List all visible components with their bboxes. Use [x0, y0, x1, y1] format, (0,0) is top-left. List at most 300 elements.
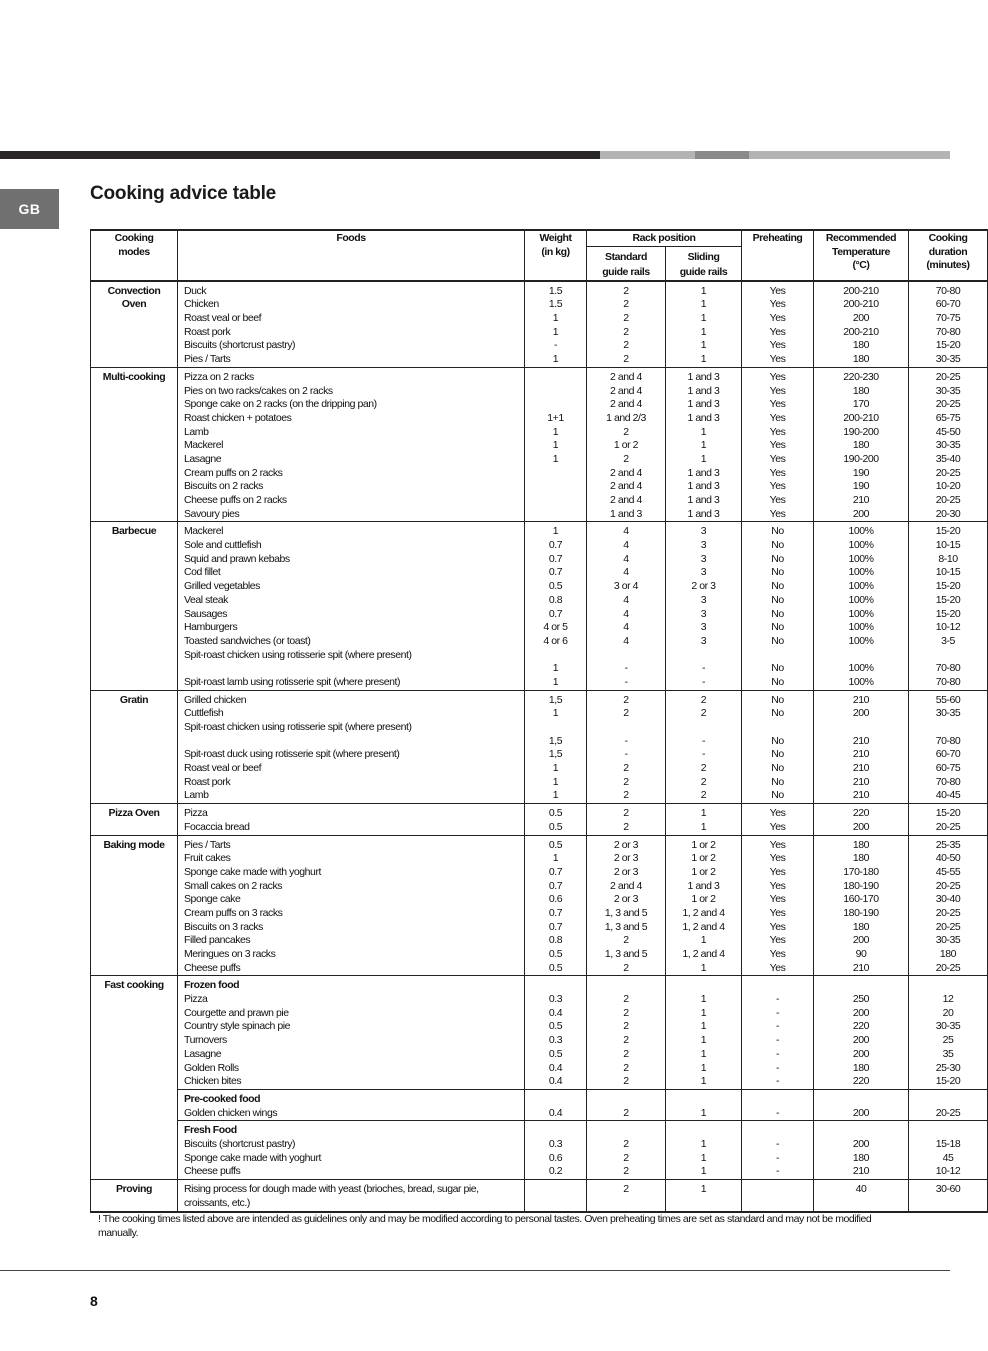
cell-line: 200 [852, 1106, 870, 1119]
cell-line: 30-35 [935, 707, 961, 720]
cell-line: No [771, 634, 784, 647]
cell-line: 1 and 3 [687, 507, 720, 520]
cell-line: - [775, 1061, 780, 1074]
cell-line: 1 [700, 425, 707, 438]
col-sliding-rail [666, 1121, 742, 1180]
mode-label: Gratin [119, 693, 149, 706]
table-row [91, 835, 988, 976]
cell-line: 100% [848, 580, 874, 593]
col-duration [909, 804, 988, 835]
cell-line: Yes [769, 466, 786, 479]
col-weight [525, 281, 587, 368]
cell-line: 180 [852, 353, 870, 366]
cell-line: 200 [852, 1137, 870, 1150]
col-duration [909, 1180, 988, 1213]
section-title: Fresh Food [184, 1124, 237, 1137]
cell-line: 100% [848, 552, 874, 565]
col-food [178, 835, 525, 976]
cell-line: 1, 2 and 4 [682, 920, 725, 933]
cell-line: Yes [769, 339, 786, 352]
cell-line: 0.3 [548, 1137, 563, 1150]
cell-line: 2 or 3 [613, 893, 639, 906]
cell-line: Roast pork [184, 325, 231, 338]
header-weight: Weight (in kg) [525, 230, 587, 281]
cell-line: Grilled vegetables [184, 580, 260, 593]
spacer [525, 649, 586, 663]
cell-line: 1 [552, 852, 559, 865]
cell-line: 180-190 [843, 879, 879, 892]
page-title: Cooking advice table [90, 183, 277, 204]
cell-line: Lasagne [184, 1047, 222, 1060]
cell-line: 2 and 4 [610, 879, 642, 892]
cell-line: 220 [852, 1020, 870, 1033]
cell-line: 20-25 [935, 1106, 961, 1119]
cell-line: No [771, 675, 784, 688]
cell-line: 1,5 [548, 734, 563, 747]
cell-line: No [771, 580, 784, 593]
cell-line: 15-20 [935, 580, 961, 593]
cell-line: Pies / Tarts [184, 838, 231, 851]
cell-line: 1 or 2 [691, 893, 716, 906]
cell-line: Biscuits (shortcrust pastry) [184, 339, 296, 352]
col-sliding-rail [666, 367, 742, 522]
cell-line: 12 [942, 993, 954, 1006]
cell-line: 100% [848, 634, 874, 647]
mode-label: Fast cooking [104, 979, 164, 992]
col-weight [525, 1089, 587, 1120]
cell-line: 1 [552, 439, 559, 452]
cell-line: 3 [700, 566, 707, 579]
cell-line: 1 and 3 [687, 411, 720, 424]
cell-line: No [771, 789, 784, 802]
cell-line: 0.4 [548, 1061, 563, 1074]
cell-line: 15-20 [935, 525, 961, 538]
cell-line: - [775, 1165, 780, 1178]
cell-line: 0.5 [548, 948, 563, 961]
cell-line: 2 [623, 452, 629, 465]
cell-line: Roast pork [184, 775, 231, 788]
cell-line: 170-180 [843, 865, 879, 878]
spacer [587, 979, 665, 993]
cell-line: 100% [848, 566, 874, 579]
cell-line: 20-25 [935, 961, 961, 974]
cell-line: Yes [769, 312, 786, 325]
cell-line [525, 371, 586, 385]
cell-line: 100% [848, 675, 874, 688]
cell-line: Sole and cuttlefish [184, 539, 262, 552]
cell-line: 210 [852, 1165, 870, 1178]
cell-line: No [771, 566, 784, 579]
cell-line: 0.5 [548, 807, 563, 820]
col-temperature [814, 1180, 909, 1213]
cell-line: - [775, 993, 780, 1006]
col-temperature [814, 1089, 909, 1120]
header-bar-light-segment [600, 151, 695, 159]
cell-line: 0.3 [548, 993, 563, 1006]
cell-line: 210 [852, 762, 870, 775]
cell-line: 1 and 3 [687, 480, 720, 493]
cell-line: 1, 2 and 4 [682, 906, 725, 919]
cell-line: 0.7 [548, 566, 563, 579]
spacer [742, 1124, 813, 1138]
cell-line: Biscuits on 3 racks [184, 920, 263, 933]
cell-line: - [624, 748, 628, 761]
cell-line: 1 [700, 312, 707, 325]
cell-line: Yes [769, 494, 786, 506]
cell-line: 2 and 4 [610, 466, 642, 479]
spacer [814, 979, 908, 993]
cell-line: 2 [623, 339, 629, 352]
cell-line: 1, 3 and 5 [604, 948, 648, 961]
cell-line: No [771, 607, 784, 620]
mode-group [91, 804, 988, 835]
cell-line: 15-20 [935, 593, 961, 606]
cell-line: 2 [623, 693, 629, 706]
cell-line: - [624, 675, 628, 688]
cell-line: 2 [623, 961, 629, 974]
col-preheating [742, 835, 814, 976]
cell-line: - [701, 675, 706, 688]
cell-line: 25-35 [935, 838, 961, 851]
table-row [91, 1180, 988, 1213]
cell-line: 60-70 [935, 748, 961, 761]
cell-line: Savoury pies [184, 507, 240, 520]
col-sliding-rail [666, 1089, 742, 1120]
cell-line: 70-75 [935, 312, 961, 325]
cell-line: 2 or 3 [613, 865, 639, 878]
cell-line: Cream puffs on 2 racks [184, 466, 283, 479]
header-bar-dark-segment [0, 151, 600, 159]
col-standard-rail [587, 522, 666, 690]
table-header [91, 230, 988, 281]
cell-line: 210 [852, 693, 870, 706]
cell-line: 1.5 [548, 298, 563, 311]
cell-line: 1 [552, 325, 559, 338]
spacer [814, 1093, 908, 1107]
cell-line: Biscuits (shortcrust pastry) [184, 1137, 296, 1150]
cell-line: 1 [700, 1151, 707, 1164]
cell-line: 70-80 [935, 775, 961, 788]
cell-line: Yes [769, 370, 786, 383]
cell-line: 70-80 [935, 675, 961, 688]
cell-line: 20-25 [935, 920, 961, 933]
header-color-bar [0, 151, 954, 159]
cooking-mode-cell [91, 835, 178, 976]
cell-line: 1.5 [548, 284, 563, 297]
cell-line: 15-20 [935, 1075, 961, 1088]
cell-line: 0.7 [548, 607, 563, 620]
spacer [814, 1124, 908, 1138]
cell-line: 100% [848, 593, 874, 606]
cell-line: - [775, 1020, 780, 1033]
cell-line: Yes [769, 934, 786, 947]
cell-line: 2 [700, 775, 707, 788]
cell-line: 10-12 [935, 621, 961, 634]
cell-line: 250 [852, 993, 870, 1006]
table-row [91, 522, 988, 690]
cell-line: Lasagne [184, 452, 222, 465]
spacer [587, 721, 665, 735]
cell-line: 10-15 [935, 566, 961, 579]
cell-line: 1 [700, 993, 707, 1006]
spacer [587, 1124, 665, 1138]
cell-line: Meringues on 3 racks [184, 948, 276, 961]
cell-line: 2 [623, 1034, 629, 1047]
col-duration [909, 835, 988, 976]
cell-line: 1 [700, 1137, 707, 1150]
cell-line: Golden Rolls [184, 1061, 239, 1074]
cell-line: 1 [552, 425, 559, 438]
cell-line: 0.7 [548, 906, 563, 919]
cell-line: 2 [700, 693, 707, 706]
cell-line: 1 [700, 961, 707, 974]
cell-line: - [775, 1034, 780, 1047]
cell-line: 8-10 [938, 552, 958, 565]
cell-line: 30-35 [935, 934, 961, 947]
cell-line: 0.5 [548, 1047, 563, 1060]
cell-line: 0.8 [548, 934, 563, 947]
cell-line: 4 [623, 607, 629, 620]
cell-line: 210 [852, 748, 870, 761]
col-temperature [814, 281, 909, 368]
cell-line: 200 [852, 1047, 870, 1060]
cell-line: 1 [700, 339, 707, 352]
cell-line: Yes [769, 425, 786, 438]
col-food [178, 690, 525, 804]
cell-line: 25-30 [935, 1061, 961, 1074]
cell-line: Pies / Tarts [184, 353, 231, 366]
cell-line: - [624, 734, 628, 747]
cell-line: 200-210 [843, 325, 879, 338]
cell-line: 200 [852, 707, 870, 720]
cell-line: 180 [852, 852, 870, 865]
col-food [178, 522, 525, 690]
col-food [178, 367, 525, 522]
cell-line: 2 [623, 1106, 629, 1119]
spacer [742, 1093, 813, 1107]
cell-line: 4 [623, 539, 629, 552]
table-row [91, 690, 988, 804]
col-sliding-rail [666, 690, 742, 804]
cell-line: 45-55 [935, 865, 961, 878]
cell-line: 90 [855, 948, 867, 961]
col-sliding-rail [666, 1180, 742, 1213]
cell-line: 0.3 [548, 1034, 563, 1047]
cell-line: 3-5 [941, 634, 955, 647]
cell-line: 100% [848, 662, 874, 675]
cell-line: 3 [700, 593, 707, 606]
cell-line: 10-12 [935, 1165, 961, 1178]
spacer [666, 649, 741, 663]
cell-line: 1, 3 and 5 [604, 906, 648, 919]
cell-line: 1 [552, 312, 559, 325]
col-standard-rail [587, 1121, 666, 1180]
cell-line: 4 [623, 634, 629, 647]
cell-line: 180 [852, 838, 870, 851]
cell-line: 2 [700, 707, 707, 720]
cell-line: 30-35 [935, 353, 961, 366]
cell-line: Yes [769, 384, 786, 397]
cell-line: Spit-roast chicken using rotisserie spit (where present) [184, 648, 412, 661]
cell-line [742, 1183, 813, 1197]
cell-line: 2 [623, 775, 629, 788]
cell-line: 0.4 [548, 1106, 563, 1119]
cell-line: Pizza [184, 807, 208, 820]
mode-group [91, 281, 988, 368]
col-preheating [742, 690, 814, 804]
mode-label: Convection [107, 284, 161, 297]
cell-line: Yes [769, 411, 786, 424]
cell-line: 1 [700, 1047, 707, 1060]
table-row [91, 804, 988, 835]
cell-line: Golden chicken wings [184, 1106, 278, 1119]
col-food [178, 281, 525, 368]
cell-line: No [771, 662, 784, 675]
cell-line: 200 [852, 1034, 870, 1047]
cell-line: Filled pancakes [184, 934, 251, 947]
cell-line: - [775, 1047, 780, 1060]
col-preheating [742, 1180, 814, 1213]
cell-line: 2 [623, 298, 629, 311]
cell-line: 180 [852, 1151, 870, 1164]
cell-line: 45-50 [935, 425, 961, 438]
cell-line: 40-45 [935, 789, 961, 802]
cell-line: 180 [852, 384, 870, 397]
cell-line: 3 [700, 539, 707, 552]
col-sliding-rail [666, 522, 742, 690]
header-preheating: Preheating [742, 230, 814, 281]
cell-line: 1 and 3 [687, 494, 720, 506]
cell-line: 3 or 4 [613, 580, 639, 593]
header-cooking-modes: Cooking modes [91, 230, 178, 281]
spacer [909, 1124, 987, 1138]
cell-line: 1 [552, 675, 559, 688]
cell-line: 1 and 2/3 [606, 411, 646, 424]
cell-line: 2 [623, 789, 629, 802]
cell-line: Yes [769, 820, 786, 833]
cell-line: 210 [852, 775, 870, 788]
cell-line: 100% [848, 539, 874, 552]
cell-line: 2 and 4 [610, 480, 642, 493]
cell-line: 1 [552, 762, 559, 775]
cell-line: 20-25 [935, 370, 961, 383]
cell-line: 2 [623, 762, 629, 775]
col-duration [909, 976, 988, 1090]
cell-line: 1 [700, 1106, 707, 1119]
page-number: 8 [90, 1293, 98, 1309]
cell-line: 180 [852, 339, 870, 352]
cell-line: 0.5 [548, 1020, 563, 1033]
cell-line: 200 [852, 312, 870, 325]
cell-line: Yes [769, 353, 786, 366]
cell-line: 2 [623, 353, 629, 366]
cell-line: Country style spinach pie [184, 1020, 291, 1033]
cell-line: Pies on two racks/cakes on 2 racks [184, 384, 333, 397]
cell-line: 200 [852, 507, 870, 520]
cell-line: 3 [700, 607, 707, 620]
cooking-mode-cell [91, 1180, 178, 1213]
cell-line: 20-25 [935, 879, 961, 892]
cell-line: 60-75 [935, 762, 961, 775]
col-preheating [742, 1121, 814, 1180]
spacer [587, 1093, 665, 1107]
cell-line: 20-25 [935, 494, 961, 506]
cell-line: Yes [769, 398, 786, 411]
col-weight [525, 367, 587, 522]
cell-line: 1, 3 and 5 [604, 920, 648, 933]
mode-group [91, 835, 988, 976]
cell-line: Yes [769, 948, 786, 961]
cell-line: Pizza on 2 racks [184, 370, 254, 383]
cell-line: 2 [623, 1020, 629, 1033]
table-row [91, 1121, 988, 1180]
section-title: Frozen food [184, 979, 240, 992]
cooking-mode-cell [91, 804, 178, 835]
cell-line: 2 and 4 [610, 494, 642, 506]
spacer [909, 721, 987, 735]
cell-line: - [775, 1106, 780, 1119]
cell-line: 200 [852, 1006, 870, 1019]
cell-line: 1 [700, 353, 707, 366]
mode-label: Pizza Oven [108, 807, 160, 820]
cell-line: Yes [769, 893, 786, 906]
col-temperature [814, 367, 909, 522]
cell-line: 4 [623, 552, 629, 565]
cell-line: 25 [942, 1034, 954, 1047]
cell-line: 2 [623, 1075, 629, 1088]
section-title: Pre-cooked food [184, 1092, 261, 1105]
cell-line: 210 [852, 494, 870, 506]
col-sliding-rail [666, 835, 742, 976]
cell-line: 210 [852, 734, 870, 747]
cell-line: 180 [852, 920, 870, 933]
cell-line: No [771, 734, 784, 747]
cell-line: Grilled chicken [184, 693, 247, 706]
cell-line: 1 and 3 [687, 879, 720, 892]
spacer [814, 649, 908, 663]
cooking-mode-cell [91, 976, 178, 1180]
cell-line: 1 and 3 [687, 370, 720, 383]
cell-line: 2 and 4 [610, 398, 642, 411]
cell-line: 1+1 [547, 411, 564, 424]
cell-line: 1 [552, 789, 559, 802]
cell-line: Biscuits on 2 racks [184, 480, 263, 493]
cell-line: 1 [700, 1061, 707, 1074]
cell-line: 210 [852, 961, 870, 974]
col-weight [525, 804, 587, 835]
spacer [909, 649, 987, 663]
col-food [178, 1180, 525, 1213]
cell-line: Yes [769, 852, 786, 865]
cell-line: 20-25 [935, 466, 961, 479]
cell-line: No [771, 693, 784, 706]
spacer [666, 1124, 741, 1138]
cell-line: Yes [769, 439, 786, 452]
cell-line: 30-35 [935, 384, 961, 397]
cell-line: 1 [700, 284, 707, 297]
mode-group-fast-cooking [91, 976, 988, 1180]
cell-line: 15-20 [935, 339, 961, 352]
col-temperature [814, 804, 909, 835]
col-temperature [814, 1121, 909, 1180]
cell-line: Chicken bites [184, 1075, 242, 1088]
cell-line: 1 [700, 934, 707, 947]
cell-line: 1 [552, 452, 559, 465]
col-standard-rail [587, 1180, 666, 1213]
cell-line: Yes [769, 480, 786, 493]
cell-line: 30-40 [935, 893, 961, 906]
spacer [909, 1093, 987, 1107]
